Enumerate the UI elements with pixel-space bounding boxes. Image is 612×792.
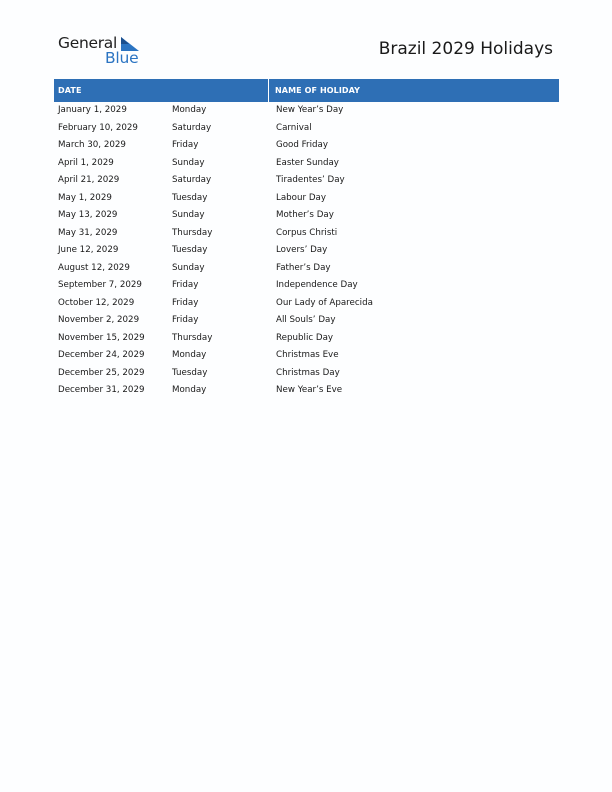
holiday-date: December 24, 2029 — [58, 350, 145, 360]
table-row — [54, 225, 559, 243]
holiday-weekday: Sunday — [172, 157, 205, 168]
holiday-name: Corpus Christi — [276, 227, 338, 238]
table-header — [54, 79, 559, 102]
holiday-date: February 10, 2029 — [58, 122, 138, 133]
holiday-date: March 30, 2029 — [58, 140, 126, 150]
holiday-weekday: Thursday — [172, 332, 213, 343]
column-header-name: NAME OF HOLIDAY — [275, 86, 361, 95]
holiday-weekday: Friday — [172, 140, 199, 150]
holiday-weekday: Tuesday — [172, 245, 208, 255]
header-divider — [268, 79, 269, 102]
holiday-date: April 1, 2029 — [58, 157, 114, 168]
holiday-name: Tiradentes’ Day — [276, 175, 345, 185]
holiday-weekday: Sunday — [172, 210, 205, 220]
holiday-table — [54, 79, 559, 400]
holiday-weekday: Monday — [172, 105, 207, 115]
table-body — [54, 102, 559, 400]
holiday-date: December 25, 2029 — [58, 367, 145, 378]
holiday-name: Our Lady of Aparecida — [276, 297, 373, 308]
holiday-weekday: Friday — [172, 297, 199, 308]
holiday-name: Good Friday — [276, 140, 328, 150]
table-row — [54, 207, 559, 225]
holiday-date: May 31, 2029 — [58, 227, 118, 238]
holiday-name: Christmas Eve — [276, 350, 339, 360]
holiday-date: June 12, 2029 — [58, 245, 119, 255]
holiday-date: January 1, 2029 — [58, 105, 127, 115]
holiday-name: New Year’s Eve — [276, 385, 343, 395]
table-row — [54, 330, 559, 348]
table-row — [54, 190, 559, 208]
holiday-weekday: Friday — [172, 315, 199, 325]
holiday-name: Independence Day — [276, 280, 358, 290]
holiday-name: New Year’s Day — [276, 105, 344, 115]
holiday-date: October 12, 2029 — [58, 297, 135, 308]
holiday-date: May 1, 2029 — [58, 192, 112, 203]
table-row — [54, 277, 559, 295]
holiday-weekday: Tuesday — [172, 192, 208, 203]
generalblue-logo — [58, 34, 148, 68]
holiday-weekday: Thursday — [172, 227, 213, 238]
table-row — [54, 347, 559, 365]
holiday-weekday: Saturday — [172, 122, 212, 133]
holiday-weekday: Monday — [172, 350, 207, 360]
table-row — [54, 155, 559, 173]
table-row — [54, 365, 559, 383]
logo-text-general: General — [58, 34, 117, 52]
holiday-name: Christmas Day — [276, 367, 340, 378]
logo-text-blue: Blue — [105, 49, 139, 67]
holiday-weekday: Tuesday — [172, 367, 208, 378]
table-row — [54, 102, 559, 120]
table-row — [54, 172, 559, 190]
table-row — [54, 312, 559, 330]
holiday-name: Easter Sunday — [276, 157, 339, 168]
column-header-date: DATE — [58, 86, 82, 95]
holiday-date: December 31, 2029 — [58, 385, 145, 395]
holiday-date: November 2, 2029 — [58, 315, 140, 325]
holiday-name: Father’s Day — [276, 262, 331, 273]
table-row — [54, 120, 559, 138]
table-row — [54, 242, 559, 260]
holiday-date: November 15, 2029 — [58, 332, 145, 343]
holiday-weekday: Saturday — [172, 175, 212, 185]
holiday-date: August 12, 2029 — [58, 262, 130, 273]
table-row — [54, 382, 559, 400]
holiday-name: Republic Day — [276, 332, 334, 343]
page-title: Brazil 2029 Holidays — [378, 39, 553, 59]
holiday-name: Lovers’ Day — [276, 245, 328, 255]
holiday-name: Mother’s Day — [276, 210, 334, 220]
holiday-date: September 7, 2029 — [58, 280, 142, 290]
table-row — [54, 137, 559, 155]
holiday-date: May 13, 2029 — [58, 210, 118, 220]
holiday-weekday: Monday — [172, 385, 207, 395]
holiday-date: April 21, 2029 — [58, 175, 120, 185]
table-row — [54, 260, 559, 278]
holiday-name: Carnival — [276, 122, 312, 133]
holiday-name: All Souls’ Day — [276, 315, 336, 325]
table-row — [54, 295, 559, 313]
holiday-name: Labour Day — [276, 192, 326, 203]
holiday-weekday: Friday — [172, 280, 199, 290]
holiday-weekday: Sunday — [172, 262, 205, 273]
